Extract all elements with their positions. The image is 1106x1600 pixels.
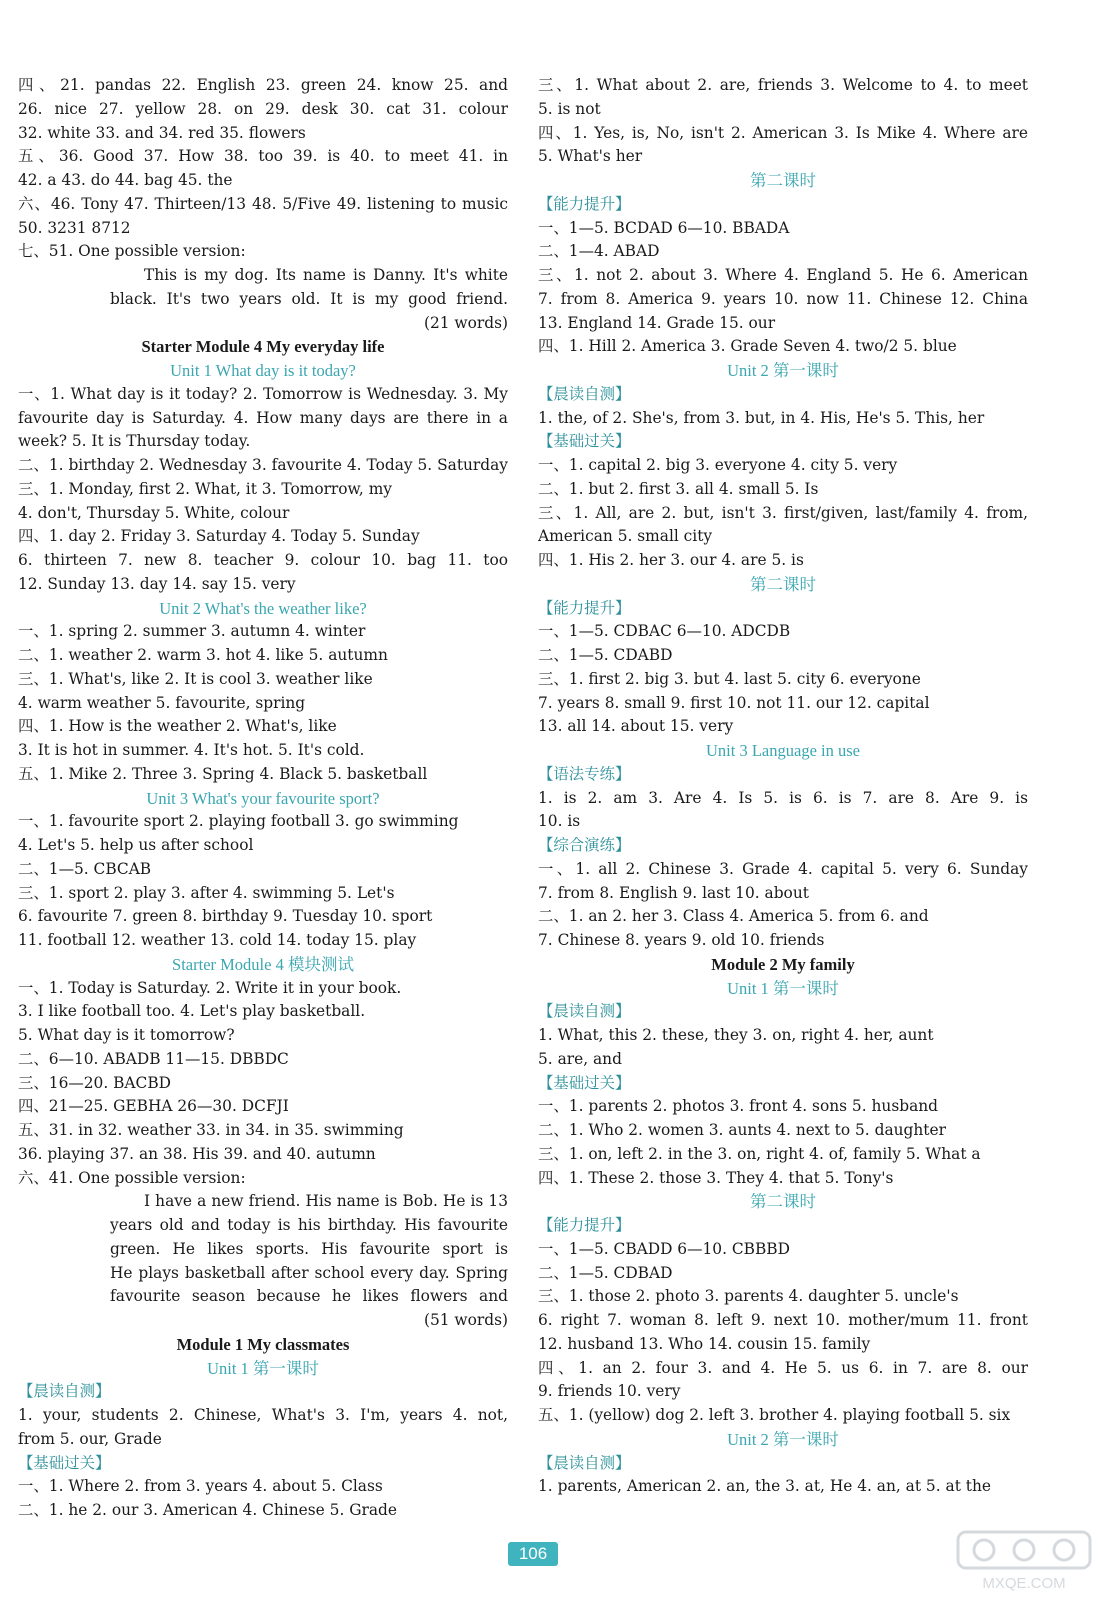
answer-line: 二、1. but 2. first 3. all 4. small 5. Is	[538, 479, 819, 498]
answer-line: 5. are, and	[538, 1049, 622, 1068]
unit-title: 第二课时	[750, 1192, 816, 1212]
unit-title: Unit 1 第一课时	[207, 1358, 319, 1378]
answer-line: 四、1. These 2. those 3. They 4. that 5. Tony's	[538, 1168, 894, 1187]
site-watermark	[954, 1528, 1094, 1594]
essay-line: years old and today is his birthday. His favourite	[110, 1216, 508, 1234]
word-count: (21 words)	[423, 313, 508, 332]
essay-line: I have a new friend. His name is Bob. He is 13	[144, 1192, 508, 1211]
unit-title: Unit 2 第一课时	[727, 1429, 839, 1449]
answer-line: 1. your, students 2. Chinese, What's 3. I'm, years 4. not,	[18, 1406, 508, 1424]
answer-line: 36. playing 37. an 38. His 39. and 40. autumn	[18, 1144, 376, 1163]
answer-line: 一、1. parents 2. photos 3. front 4. sons 5. husband	[538, 1097, 939, 1116]
unit-title: Unit 1 第一课时	[727, 978, 839, 998]
answer-line: week? 5. It is Thursday today.	[18, 432, 251, 451]
answer-line: 二、6—10. ABADB 11—15. DBBDC	[18, 1049, 289, 1068]
section-tag: 【基础过关】	[538, 1073, 631, 1092]
answer-line: 四、21. pandas 22. English 23. green 24. know 25. and	[18, 76, 508, 94]
answer-line: 6. favourite 7. green 8. birthday 9. Tuesday 10. sport	[18, 907, 433, 926]
answer-line: 二、1—4. ABAD	[538, 242, 660, 261]
answer-line: 13. England 14. Grade 15. our	[538, 313, 776, 332]
answer-line: 4. warm weather 5. favourite, spring	[18, 693, 306, 712]
section-tag: 【语法专练】	[538, 764, 631, 783]
module-title: Module 2 My family	[711, 954, 855, 974]
section-tag: 【能力提升】	[538, 194, 631, 213]
answer-line: 42. a 43. do 44. bag 45. the	[18, 171, 233, 189]
section-tag: 【晨读自测】	[18, 1382, 111, 1401]
answer-line: 1. the, of 2. She's, from 3. but, in 4. His, He's 5. This, her	[538, 408, 985, 427]
answer-line: 一、1. favourite sport 2. playing football 3. go swimming	[18, 812, 459, 831]
answer-line: 三、1. All, are 2. but, isn't 3. first/given, last/family 4. from,	[538, 503, 1028, 522]
essay-line: favourite season because he likes flowers and	[110, 1287, 508, 1306]
answer-line: 9. friends 10. very	[538, 1382, 681, 1401]
section-tag: 【晨读自测】	[538, 1453, 631, 1472]
answer-line: 一、1. capital 2. big 3. everyone 4. city 5. very	[538, 456, 898, 474]
answer-line: 五、36. Good 37. How 38. too 39. is 40. to meet 41. in	[18, 147, 508, 166]
answer-line: 50. 3231 8712	[18, 218, 131, 237]
answer-line: 四、1. an 2. four 3. and 4. He 5. us 6. in 7. are 8. our	[538, 1358, 1028, 1377]
answer-line: 三、1. first 2. big 3. but 4. last 5. city 6. everyone	[538, 669, 921, 688]
answer-line: from 5. our, Grade	[18, 1429, 162, 1448]
answer-line: 5. What's her	[538, 147, 643, 166]
answer-line: 一、1. Today is Saturday. 2. Write it in your book.	[18, 978, 402, 997]
module-title: Starter Module 4 My everyday life	[141, 337, 385, 357]
answer-line: 一、1. Where 2. from 3. years 4. about 5. Class	[18, 1477, 383, 1496]
answer-line: 三、16—20. BACBD	[18, 1073, 171, 1092]
answer-line: 二、1—5. CDABD	[538, 646, 673, 664]
answer-line: 二、1. weather 2. warm 3. hot 4. like 5. autumn	[18, 646, 388, 664]
answer-line: 四、1. Yes, is, No, isn't 2. American 3. Is Mike 4. Where are	[538, 123, 1028, 142]
unit-title: Unit 2 What's the weather like?	[159, 598, 367, 618]
answer-line: 二、1. he 2. our 3. American 4. Chinese 5. Grade	[18, 1501, 398, 1519]
unit-title: Starter Module 4 模块测试	[172, 954, 354, 974]
answer-line: 1. What, this 2. these, they 3. on, right 4. her, aunt	[538, 1026, 934, 1044]
answer-line: 4. Let's 5. help us after school	[18, 836, 254, 854]
answer-line: 26. nice 27. yellow 28. on 29. desk 30. cat 31. colour	[18, 99, 508, 118]
answer-line: 4. don't, Thursday 5. White, colour	[18, 503, 290, 522]
left-answer-column	[18, 74, 508, 1523]
answer-line: 一、1—5. BCDAD 6—10. BBADA	[538, 218, 790, 237]
watermark-logo-icon	[954, 1528, 1094, 1594]
watermark-text: MXQE.COM	[982, 1575, 1066, 1592]
answer-line: 一、1. What day is it today? 2. Tomorrow is Wednesday. 3. My	[18, 384, 508, 403]
answer-line: 四、1. How is the weather 2. What's, like	[18, 717, 337, 736]
answer-line: 四、1. day 2. Friday 3. Saturday 4. Today 5. Sunday	[18, 527, 420, 546]
answer-line: 四、21—25. GEBHA 26—30. DCFJI	[18, 1097, 289, 1116]
section-tag: 【综合演练】	[538, 836, 631, 854]
right-answer-column	[538, 74, 1028, 1499]
answer-line: 11. football 12. weather 13. cold 14. today 15. play	[18, 931, 417, 949]
answer-line: 二、1. an 2. her 3. Class 4. America 5. from 6. and	[538, 907, 929, 926]
answer-line: 一、1—5. CBADD 6—10. CBBBD	[538, 1239, 790, 1258]
answer-line: 10. is	[538, 812, 581, 831]
answer-line: 三、1. What's, like 2. It is cool 3. weather like	[18, 669, 373, 688]
answer-line: 7. years 8. small 9. first 10. not 11. our 12. capital	[538, 693, 930, 712]
page-number: 106	[508, 1542, 558, 1566]
answer-line: 二、1—5. CDBAD	[538, 1263, 673, 1282]
answer-line: 三、1. sport 2. play 3. after 4. swimming 5. Let's	[18, 883, 395, 902]
answer-line: 七、51. One possible version:	[18, 242, 246, 261]
section-tag: 【晨读自测】	[538, 1002, 631, 1021]
section-tag: 【能力提升】	[538, 1216, 631, 1234]
answer-line: 四、1. His 2. her 3. our 4. are 5. is	[538, 551, 804, 569]
answer-line: 四、1. Hill 2. America 3. Grade Seven 4. two/2 5. blue	[538, 337, 957, 356]
unit-title: 第二课时	[750, 171, 816, 190]
answer-line: 五、1. Mike 2. Three 3. Spring 4. Black 5. basketball	[18, 764, 428, 783]
unit-title: Unit 3 Language in use	[706, 741, 860, 760]
answer-line: 二、1. Who 2. women 3. aunts 4. next to 5. daughter	[538, 1121, 946, 1139]
answer-line: 一、1. all 2. Chinese 3. Grade 4. capital 5. very 6. Sunday	[538, 859, 1028, 878]
answer-line: 1. is 2. am 3. Are 4. Is 5. is 6. is 7. are 8. Are 9. is	[538, 788, 1028, 807]
answer-line: 三、1. on, left 2. in the 3. on, right 4. of, family 5. What a	[538, 1144, 981, 1163]
answer-line: 12. Sunday 13. day 14. say 15. very	[18, 574, 296, 593]
answer-line: 五、1. (yellow) dog 2. left 3. brother 4. playing football 5. six	[538, 1406, 1011, 1424]
answer-line: 7. from 8. America 9. years 10. now 11. Chinese 12. China	[538, 289, 1028, 308]
answer-line: 6. thirteen 7. new 8. teacher 9. colour 10. bag 11. too	[18, 551, 508, 569]
answer-line: 6. right 7. woman 8. left 9. next 10. mother/mum 11. front	[538, 1311, 1028, 1329]
answer-line: 六、46. Tony 47. Thirteen/13 48. 5/Five 49. listening to music	[18, 194, 508, 213]
answer-line: 一、1. spring 2. summer 3. autumn 4. winter	[18, 622, 366, 641]
section-tag: 【基础过关】	[18, 1453, 111, 1472]
unit-title: 第二课时	[750, 574, 816, 594]
unit-title: Unit 2 第一课时	[727, 361, 839, 380]
answer-line: 三、1. Monday, first 2. What, it 3. Tomorrow, my	[18, 479, 392, 498]
answer-line: 五、31. in 32. weather 33. in 34. in 35. swimming	[18, 1121, 404, 1139]
answer-line: 5. is not	[538, 99, 601, 118]
answer-line: 7. Chinese 8. years 9. old 10. friends	[538, 931, 825, 949]
unit-title: Unit 1 What day is it today?	[170, 361, 356, 380]
answer-line: 5. What day is it tomorrow?	[18, 1026, 235, 1044]
answer-line: 一、1—5. CDBAC 6—10. ADCDB	[538, 622, 791, 641]
answer-line: 二、1. birthday 2. Wednesday 3. favourite 4. Today 5. Saturday	[18, 456, 508, 474]
section-tag: 【能力提升】	[538, 598, 631, 617]
essay-line: This is my dog. Its name is Danny. It's white	[144, 266, 508, 284]
essay-line: green. He likes sports. His favourite sport is	[110, 1239, 508, 1258]
answer-line: 32. white 33. and 34. red 35. flowers	[18, 123, 306, 142]
section-tag: 【晨读自测】	[538, 384, 631, 403]
answer-line: 三、1. not 2. about 3. Where 4. England 5. He 6. American	[538, 266, 1028, 284]
answer-line: 三、1. those 2. photo 3. parents 4. daughter 5. uncle's	[538, 1287, 959, 1306]
word-count: (51 words)	[423, 1311, 508, 1329]
answer-line: 三、1. What about 2. are, friends 3. Welcome to 4. to meet	[538, 76, 1028, 94]
unit-title: Unit 3 What's your favourite sport?	[146, 788, 380, 808]
answer-line: 12. husband 13. Who 14. cousin 15. family	[538, 1334, 871, 1353]
answer-line: 1. parents, American 2. an, the 3. at, He 4. an, at 5. at the	[538, 1477, 991, 1496]
answer-line: American 5. small city	[538, 527, 713, 546]
answer-line: 二、1—5. CBCAB	[18, 859, 152, 878]
answer-line: 13. all 14. about 15. very	[538, 717, 734, 736]
section-tag: 【基础过关】	[538, 432, 631, 451]
essay-line: black. It's two years old. It is my good friend.	[110, 289, 508, 308]
answer-line: 六、41. One possible version:	[18, 1168, 246, 1187]
answer-line: favourite day is Saturday. 4. How many days are there in a	[18, 408, 508, 427]
answer-line: 7. from 8. English 9. last 10. about	[538, 883, 809, 902]
essay-line: He plays basketball after school every day. Spring	[110, 1263, 508, 1282]
module-title: Module 1 My classmates	[176, 1334, 350, 1354]
answer-line: 3. It is hot in summer. 4. It's hot. 5. It's cold.	[18, 741, 365, 759]
answer-line: 3. I like football too. 4. Let's play basketball.	[18, 1002, 366, 1021]
